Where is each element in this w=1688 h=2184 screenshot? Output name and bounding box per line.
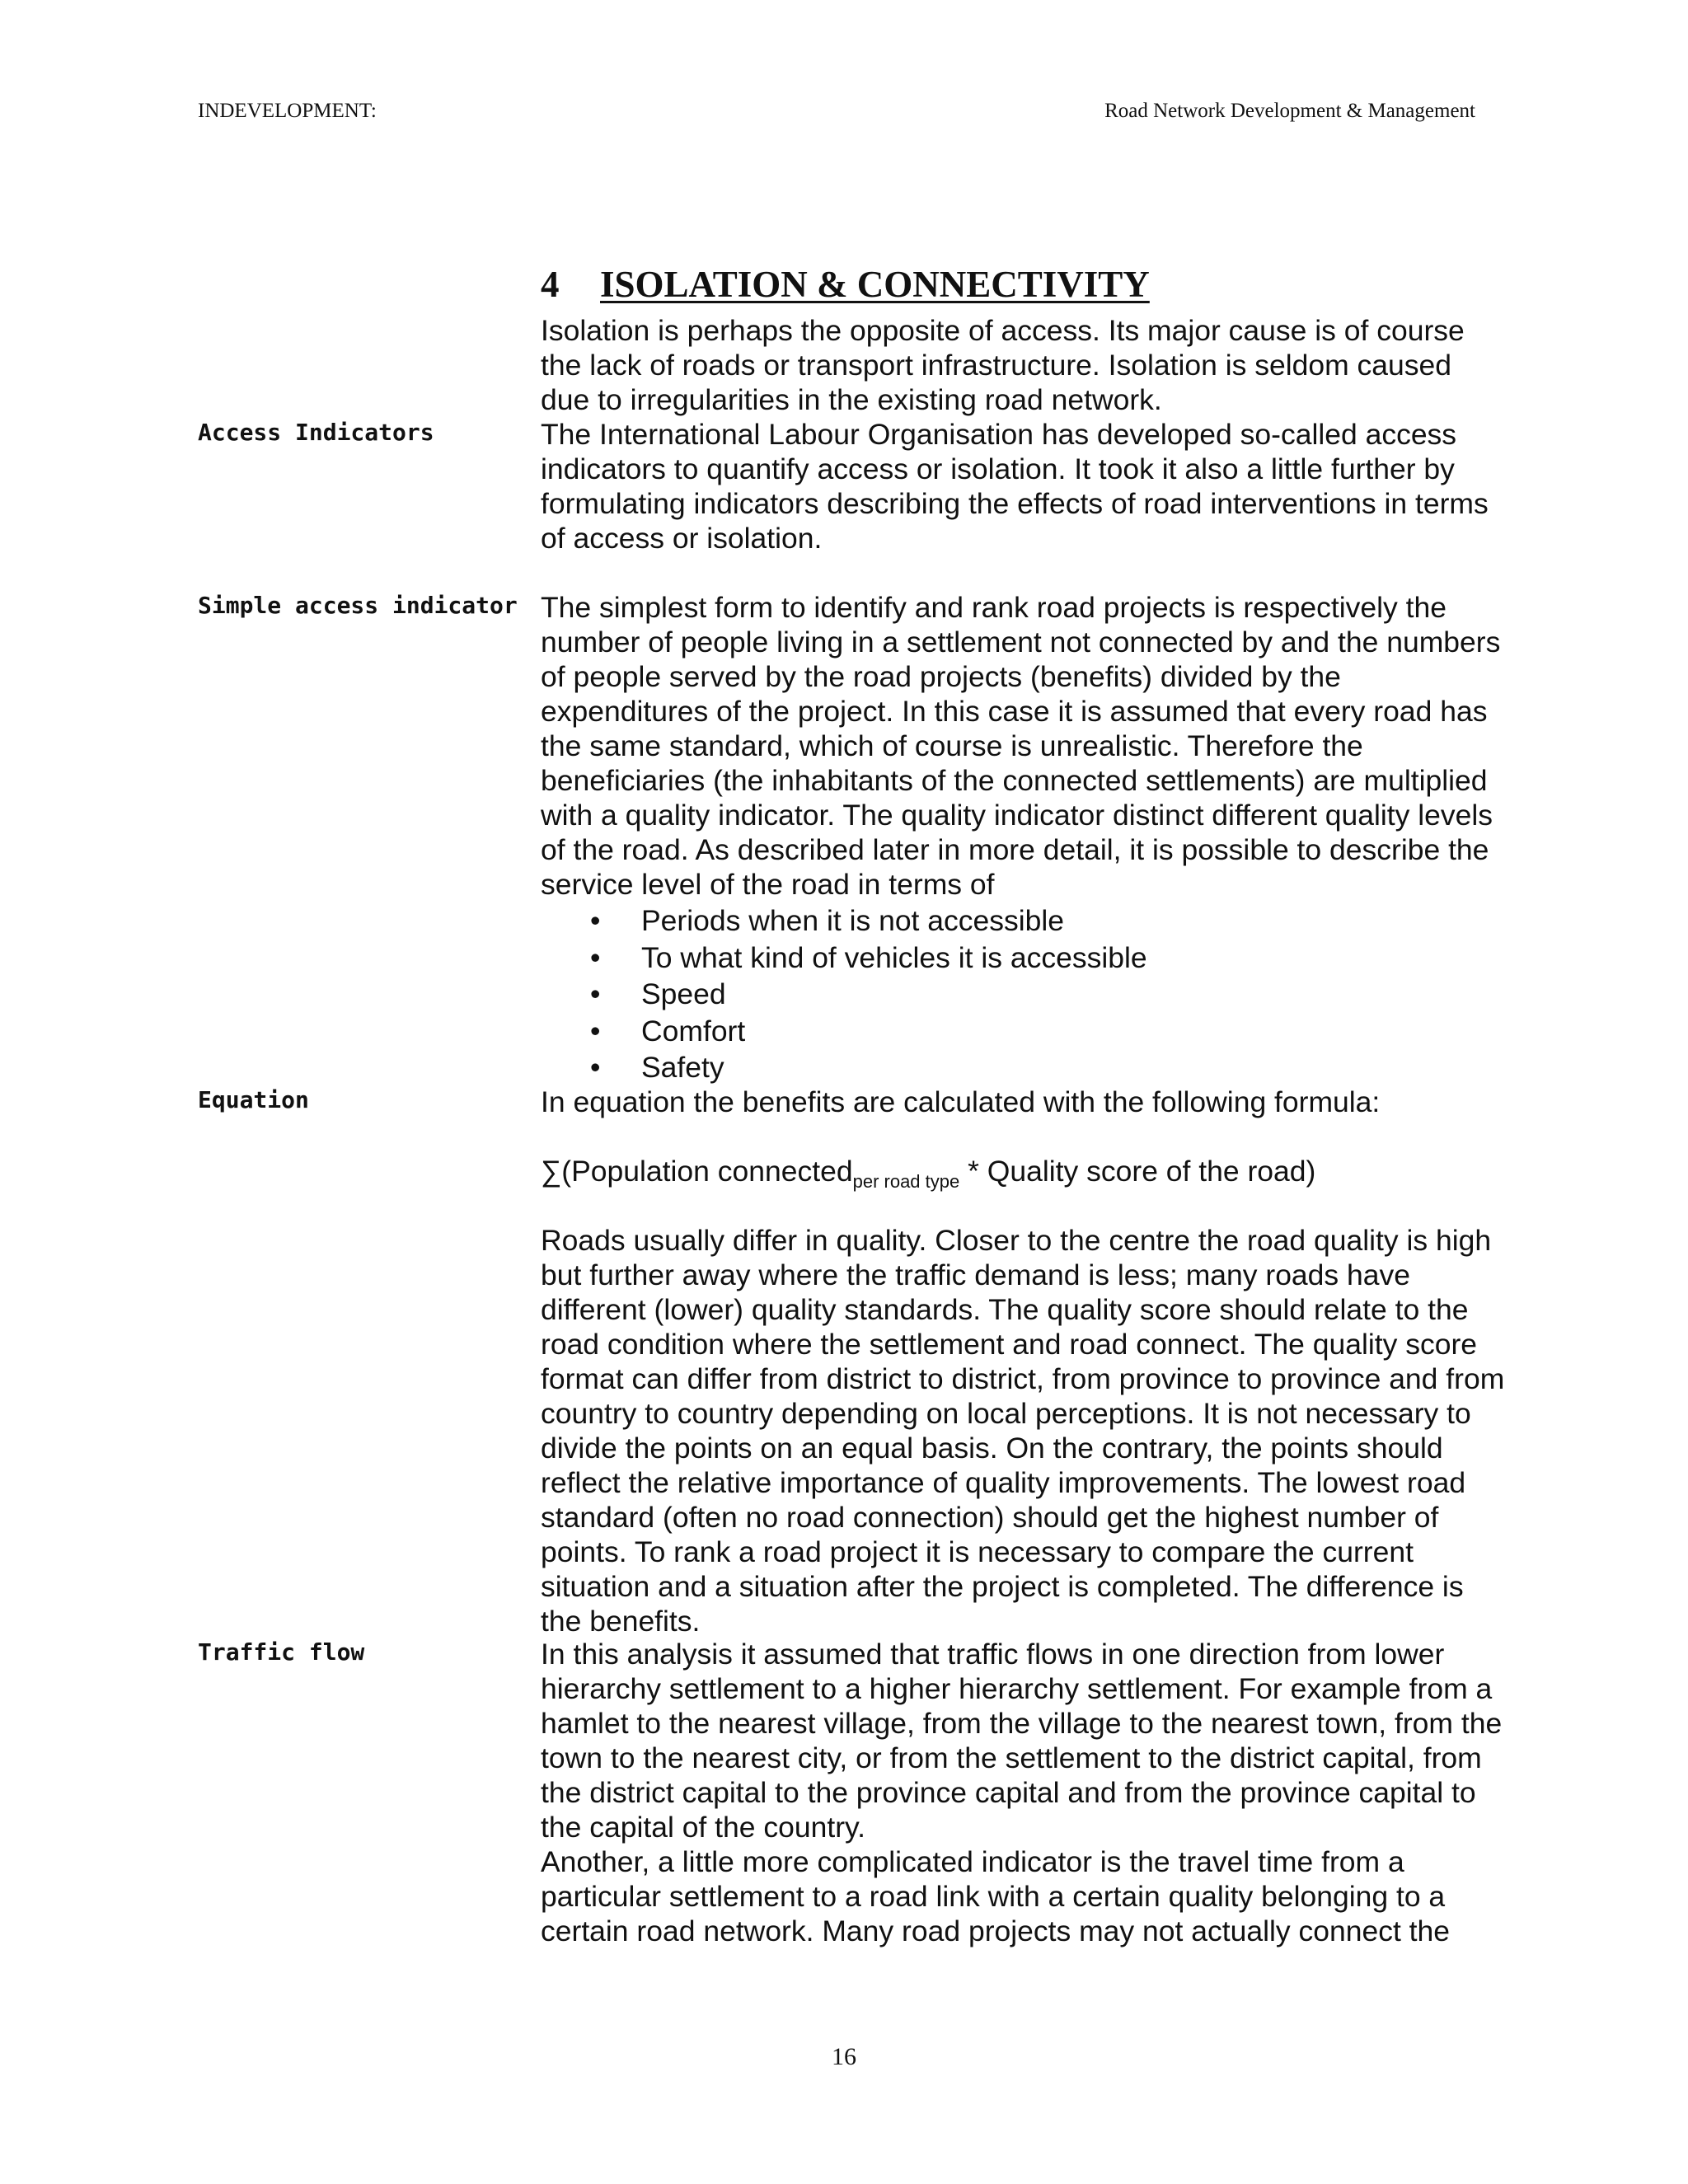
list-item-text: Periods when it is not accessible xyxy=(641,904,1065,937)
paragraph-traffic-flow: In this analysis it assumed that traffic flows in one direction from lower hierarchy settlement to a higher hierarchy settlement. For example from a hamlet to the nearest village, from the village to the nearest town, from the town to the nearest city, or from the settlement to the district capital, from the district capital to the province capital and from the province capital to the capital of the country. xyxy=(541,1638,1503,1844)
bullet-icon: • xyxy=(590,1051,601,1084)
formula-prefix: ∑(Population connected xyxy=(541,1155,853,1188)
page-number: 16 xyxy=(832,2043,856,2070)
paragraph-travel-time: Another, a little more complicated indicator is the travel time from a particular settlement to a road link with a certain quality belonging to a certain road network. Many road projects may not actually connect the xyxy=(541,1845,1451,1947)
list-item xyxy=(541,1049,1147,1086)
list-item-text: Safety xyxy=(641,1051,724,1084)
bullet-icon: • xyxy=(590,904,601,937)
formula-subscript: per road type xyxy=(852,1171,960,1192)
list-item xyxy=(541,976,1147,1013)
list-item xyxy=(541,1013,1147,1050)
bullet-icon: • xyxy=(590,1014,601,1047)
benefit-formula xyxy=(541,1154,1315,1199)
margin-label-simple-access-indicator: Simple access indicator xyxy=(198,592,518,619)
page-header-right: Road Network Development & Management xyxy=(1104,100,1475,122)
list-item-text: To what kind of vehicles it is accessible xyxy=(641,940,1147,974)
paragraph-ilo: The International Labour Organisation has developed so-called access indicators to quantify access or isolation. It took it also a little further by formulating indicators describing the effects of road interventions in terms of access or isolation. xyxy=(541,418,1489,555)
margin-label-access-indicators: Access Indicators xyxy=(198,419,434,446)
margin-label-equation: Equation xyxy=(198,1086,309,1113)
paragraph-equation-intro: In equation the benefits are calculated with the following formula: xyxy=(541,1085,1381,1118)
formula-suffix: * Quality score of the road) xyxy=(959,1155,1316,1188)
list-item xyxy=(541,902,1147,940)
list-item-text: Speed xyxy=(641,977,726,1010)
paragraph-isolation-intro: Isolation is perhaps the opposite of access. Its major cause is of course the lack of roads or transport infrastructure. Isolation is seldom caused due to irregularities in the existing road network. xyxy=(541,314,1465,416)
chapter-heading xyxy=(541,262,1150,307)
chapter-title: ISOLATION & CONNECTIVITY xyxy=(600,264,1150,305)
page-header-left: INDEVELOPMENT: xyxy=(198,100,377,122)
bullet-icon: • xyxy=(590,977,601,1010)
service-level-list xyxy=(541,902,1147,1086)
paragraph-roads-quality: Roads usually differ in quality. Closer to the centre the road quality is high but further away where the traffic demand is less; many roads have different (lower) quality standards. The quality score should relate to the road condition where the settlement and road connect. The quality score format can differ from district to district, from province to province and from country to country depending on local perceptions. It is not necessary to divide the points on an equal basis. On the contrary, the points should reflect the relative importance of quality improvements. The lowest road standard (often no road connection) should get the highest number of points. To rank a road project it is necessary to compare the current situation and a situation after the project is completed. The difference is the benefits. xyxy=(541,1224,1505,1638)
margin-label-traffic-flow: Traffic flow xyxy=(198,1638,365,1666)
list-item-text: Comfort xyxy=(641,1014,746,1047)
paragraph-simplest-form: The simplest form to identify and rank road projects is respectively the number of people living in a settlement not connected by and the numbers of people served by the road projects (benefits) divided by the expenditures of the project. In this case it is assumed that every road has the same standard, which of course is unrealistic. Therefore the beneficiaries (the inhabitants of the connected settlements) are multiplied with a quality indicator. The quality indicator distinct different quality levels of the road. As described later in more detail, it is possible to describe the service level of the road in terms of xyxy=(541,591,1501,901)
list-item xyxy=(541,940,1147,977)
bullet-icon: • xyxy=(590,940,601,974)
chapter-number: 4 xyxy=(541,264,560,305)
